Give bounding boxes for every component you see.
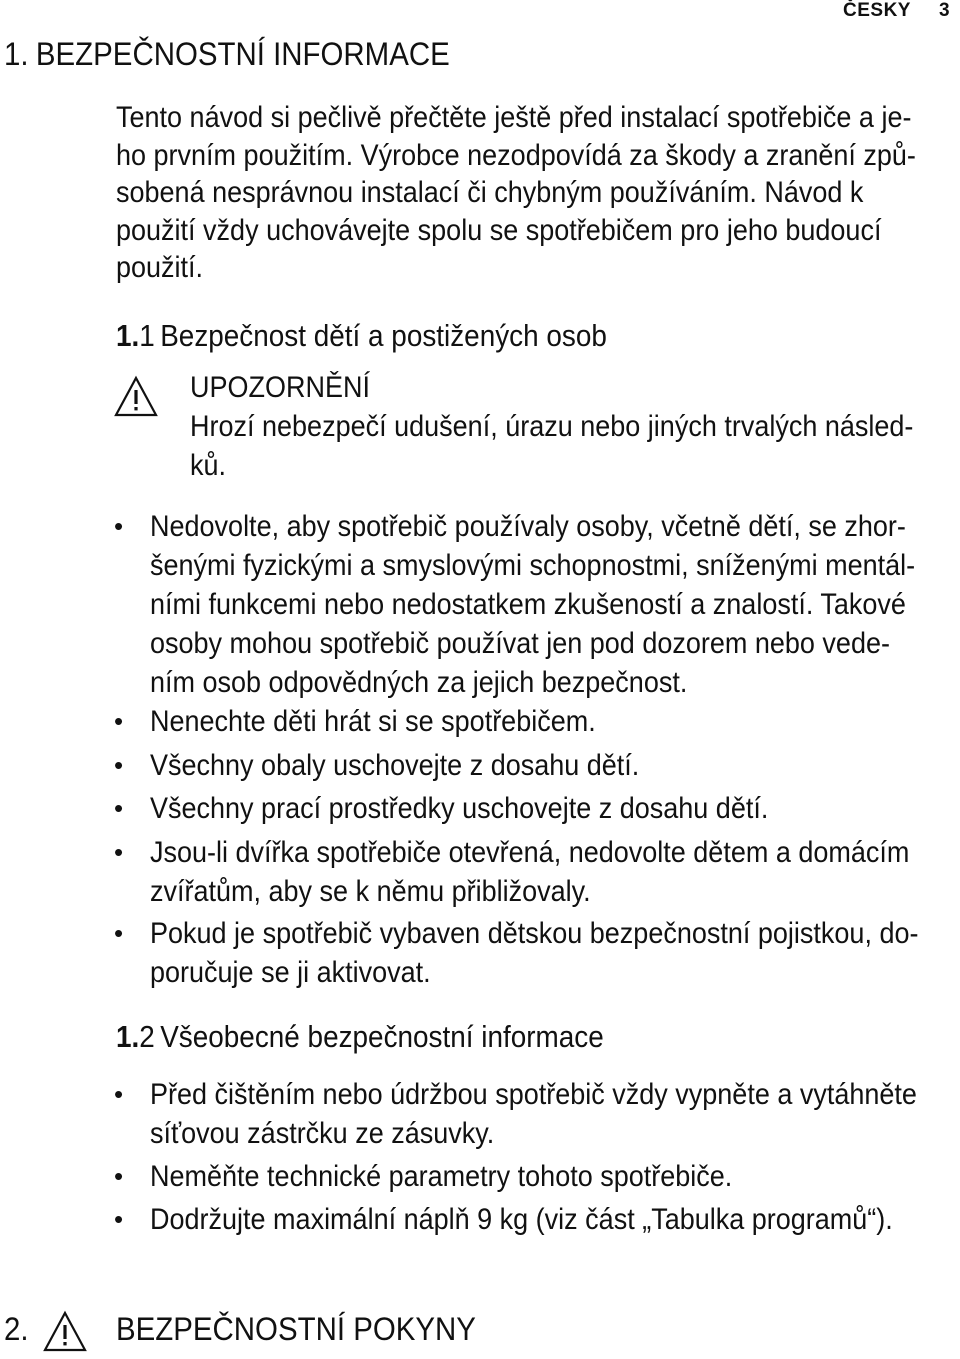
subsection-1-1-number — [116, 318, 155, 353]
bullet-dot: • — [114, 918, 124, 948]
intro-paragraph — [116, 99, 944, 287]
page-number: 3 — [939, 0, 950, 21]
bullet-line: osoby mohou spotřebič používat jen pod dozorem nebo vede- — [150, 627, 890, 660]
bullet-line: Nenechte děti hrát si se spotřebičem. — [150, 705, 596, 738]
bullet-line: šenými fyzickými a smyslovými schopnostmi, sníženými mentál- — [150, 549, 916, 582]
subsection-1-2-heading — [116, 1019, 604, 1055]
bullet-line: Jsou-li dvířka spotřebiče otevřená, nedovolte dětem a domácím — [150, 836, 910, 869]
bullet-line: Všechny prací prostředky uschovejte z dosahu dětí. — [150, 792, 769, 825]
bullet-line: Dodržujte maximální náplň 9 kg (viz část „Tabulka programů“). — [150, 1203, 893, 1236]
warning-triangle-icon — [113, 374, 159, 420]
bullet-line: poručuje se ji aktivovat. — [150, 956, 431, 989]
subsection-number-major: 1. — [116, 318, 140, 353]
warning-title: UPOZORNĚNÍ — [190, 371, 371, 404]
intro-line: ho prvním použitím. Výrobce nezodpovídá za škody a zranění způ- — [116, 138, 916, 172]
intro-line: Tento návod si pečlivě přečtěte ještě před instalací spotřebiče a je- — [116, 101, 912, 134]
bullet-dot: • — [114, 750, 124, 780]
warning-text-line: Hrozí nebezpečí udušení, úrazu nebo jiných trvalých násled- — [190, 410, 914, 443]
subsection-1-1-title: Bezpečnost dětí a postižených osob — [160, 318, 607, 353]
intro-line: použití vždy uchovávejte spolu se spotřebičem pro jeho budoucí — [116, 213, 882, 247]
intro-line: sobená nesprávnou instalací či chybným používáním. Návod k — [116, 176, 864, 209]
section-1-number: 1. — [4, 36, 29, 72]
bullet-line: Neměňte technické parametry tohoto spotřebiče. — [150, 1160, 733, 1193]
section-2-title: BEZPEČNOSTNÍ POKYNY — [116, 1311, 476, 1347]
bullet-dot: • — [114, 793, 124, 823]
section-1-heading — [4, 36, 450, 73]
intro-line: použití. — [116, 251, 204, 284]
bullet-dot: • — [114, 511, 124, 541]
subsection-1-2-title: Všeobecné bezpečnostní informace — [160, 1019, 604, 1054]
header-language: ČESKY — [843, 0, 911, 21]
bullet-line: Pokud je spotřebič vybaven dětskou bezpečnostní pojistkou, do- — [150, 917, 919, 950]
subsection-1-1-heading — [116, 318, 607, 354]
warning-triangle-icon — [42, 1309, 88, 1355]
section-2-number: 2. — [4, 1311, 29, 1347]
subsection-1-2-number — [116, 1019, 155, 1054]
bullet-dot: • — [114, 1204, 124, 1234]
warning-text-line: ků. — [190, 449, 227, 482]
bullet-line: ním osob odpovědných za jejich bezpečnost. — [150, 666, 688, 699]
warning-block — [190, 368, 960, 485]
subsection-number-minor: 2 — [139, 1019, 155, 1054]
bullet-line: Všechny obaly uschovejte z dosahu dětí. — [150, 749, 640, 782]
section-1-title: BEZPEČNOSTNÍ INFORMACE — [35, 36, 450, 72]
bullet-line: síťovou zástrčku ze zásuvky. — [150, 1117, 495, 1150]
bullet-line: Před čištěním nebo údržbou spotřebič vždy vypněte a vytáhněte — [150, 1078, 917, 1111]
bullet-line: zvířatům, aby se k němu přibližovaly. — [150, 875, 591, 908]
subsection-number-minor: 1 — [139, 318, 155, 353]
bullet-line: ními funkcemi nebo nedostatkem zkušeností a znalostí. Takové — [150, 588, 906, 621]
bullet-dot: • — [114, 1079, 124, 1109]
subsection-number-major: 1. — [116, 1019, 140, 1054]
bullet-dot: • — [114, 1161, 124, 1191]
bullet-dot: • — [114, 837, 124, 867]
bullet-line: Nedovolte, aby spotřebič používaly osoby, včetně dětí, se zhor- — [150, 510, 906, 543]
bullet-dot: • — [114, 706, 124, 736]
